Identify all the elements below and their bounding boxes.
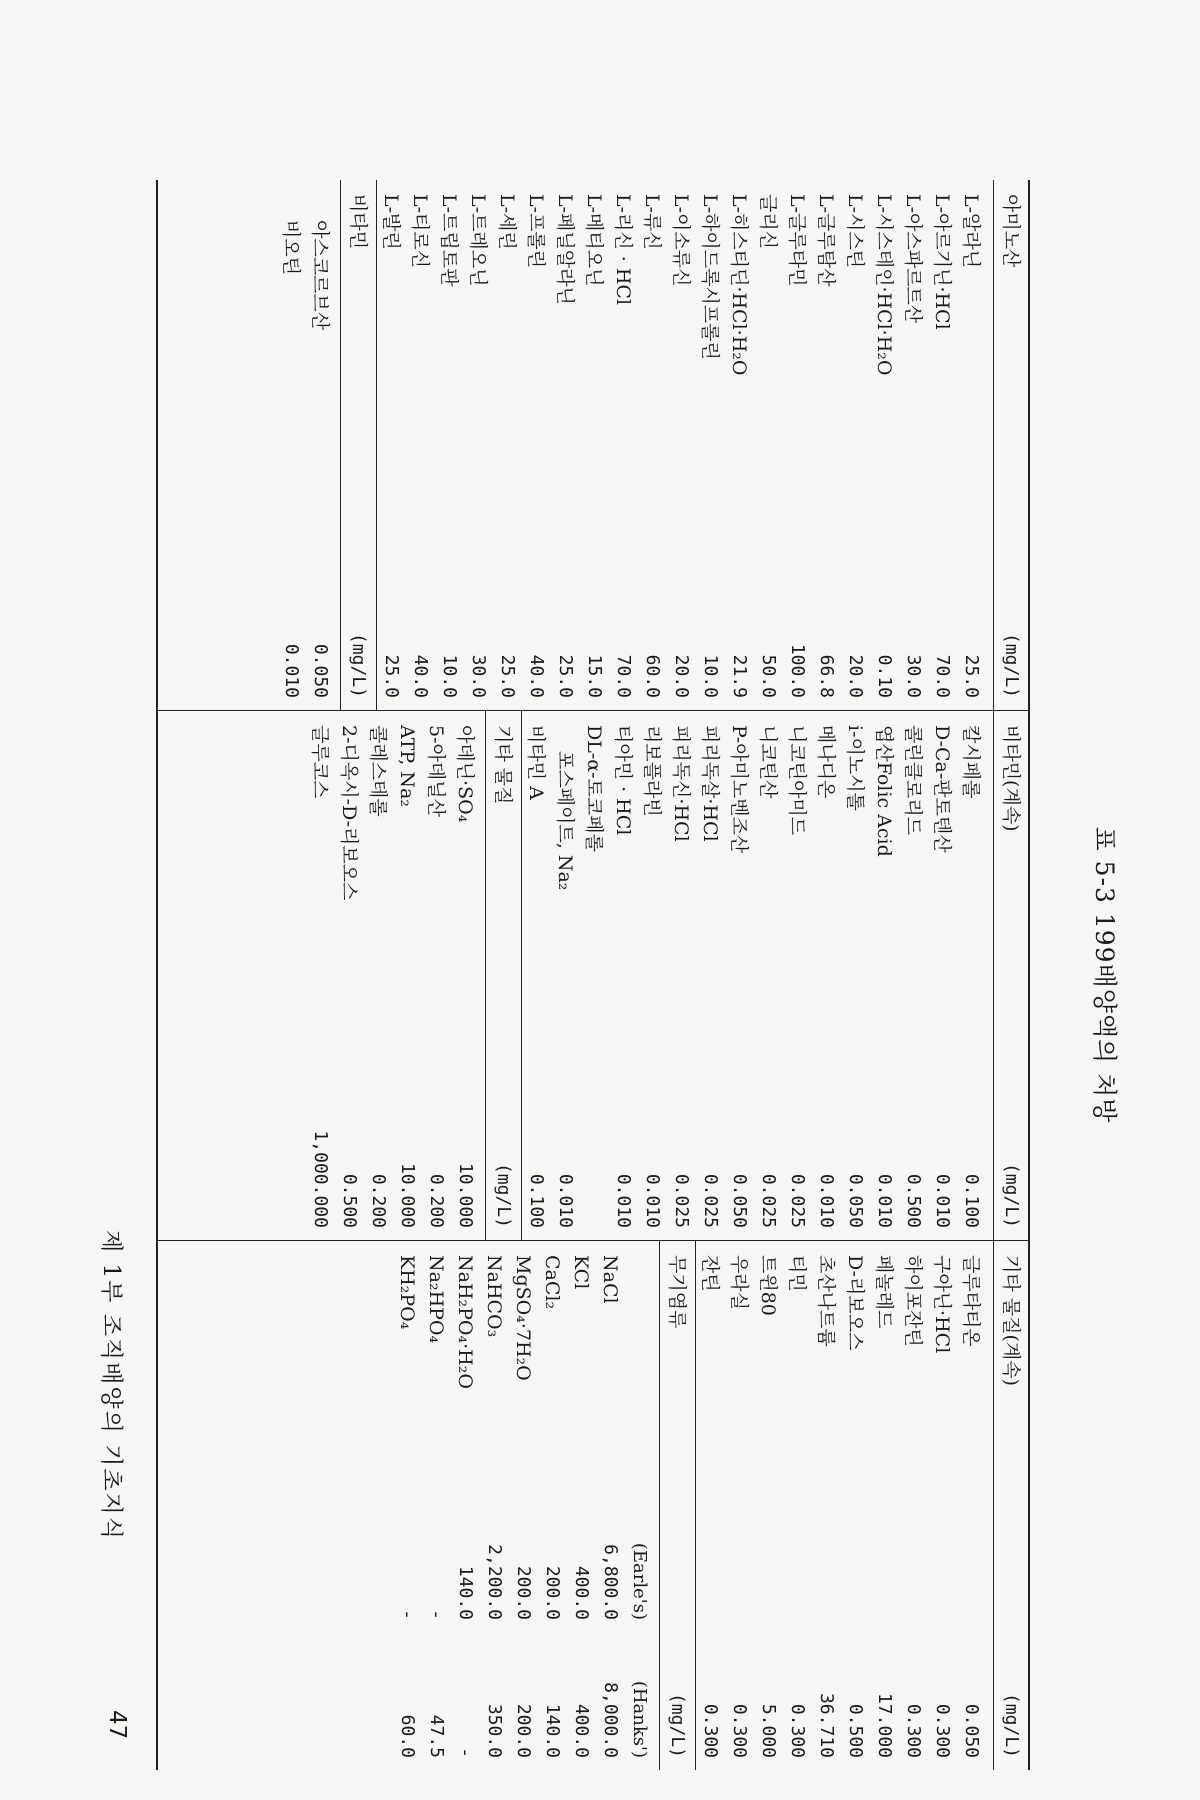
amount-value: 0.300 — [729, 1703, 750, 1758]
other-header-label: 기타 물질 — [492, 725, 514, 805]
table-row — [925, 1241, 959, 1770]
substance-name: L-티로신 — [409, 194, 431, 269]
table-row — [332, 711, 366, 1240]
table-row — [809, 1241, 843, 1770]
other-cont-header — [993, 1241, 1028, 1770]
hanks-value: 47.5 — [426, 1714, 447, 1758]
substance-name: 아스코르브산 — [309, 220, 331, 331]
table-row — [606, 180, 640, 710]
substance-name: 아데닌·SO₄ — [454, 725, 476, 823]
table-row — [925, 711, 959, 1240]
substance-name: L-글루탐산 — [815, 194, 837, 287]
substance-name: 트윈80 — [757, 1255, 779, 1316]
amount-value: 0.010 — [932, 1173, 953, 1228]
substance-name: 글루코스 — [309, 725, 331, 799]
amount-value: 40.0 — [526, 654, 547, 698]
vitamin-cont-header-unit: (mg/L) — [1001, 1162, 1022, 1228]
substance-name: MgSO₄·7H₂O — [512, 1255, 534, 1381]
amount-value: 0.500 — [903, 1173, 924, 1228]
other-header-unit: (mg/L) — [493, 1162, 514, 1228]
amount-value: 20.0 — [671, 654, 692, 698]
amount-value: 36.710 — [816, 1692, 837, 1758]
table-row — [303, 711, 337, 1240]
amount-value: 0.050 — [310, 643, 331, 698]
table-row — [838, 1241, 872, 1770]
substance-name: L-알라닌 — [960, 194, 982, 269]
substance-name: CaCl₂ — [541, 1255, 563, 1310]
hanks-value: 60.0 — [397, 1714, 418, 1758]
amount-value: 0.500 — [339, 1173, 360, 1228]
section-divider — [695, 1241, 696, 1770]
substance-name: L-히스티딘·HCl·H₂O — [728, 194, 750, 376]
table-row — [548, 180, 582, 710]
table-row — [664, 180, 698, 710]
other-cont-header-unit: (mg/L) — [1001, 1692, 1022, 1758]
amount-value: 0.500 — [845, 1703, 866, 1758]
table-row — [477, 1241, 511, 1770]
substance-name: 티아민 · HCl — [612, 725, 634, 836]
substance-name: L-메티오닌 — [583, 194, 605, 287]
amount-value: 10.0 — [439, 654, 460, 698]
amino-acid-column — [158, 180, 1028, 710]
substance-name: L-세린 — [496, 194, 518, 250]
table-row — [535, 1241, 569, 1770]
table-row — [519, 711, 553, 1240]
substance-name: L-류신 — [641, 194, 663, 250]
inorganic-header-unit: (mg/L) — [667, 1692, 688, 1758]
amount-value: 50.0 — [758, 654, 779, 698]
amount-value: 20.0 — [845, 654, 866, 698]
table-row — [954, 711, 988, 1240]
amount-value: 70.0 — [613, 654, 634, 698]
earle-value: - — [426, 1609, 447, 1620]
substance-name: D-Ca-판토텐산 — [931, 725, 953, 853]
table-row — [693, 180, 727, 710]
table-row — [722, 180, 756, 710]
amount-value: 0.050 — [845, 1173, 866, 1228]
hanks-value: - — [455, 1747, 476, 1758]
amount-value: 0.010 — [874, 1173, 895, 1228]
table-row — [867, 1241, 901, 1770]
table-row — [577, 711, 611, 1240]
amount-value: 10.000 — [455, 1162, 476, 1228]
table-row — [361, 711, 395, 1240]
table-row — [838, 711, 872, 1240]
substance-name: 잔틴 — [699, 1255, 721, 1292]
substance-name: 피리독살·HCl — [699, 725, 721, 842]
amount-value: 25.0 — [381, 654, 402, 698]
table-row — [490, 180, 524, 710]
earle-value: 2,200.0 — [484, 1544, 505, 1620]
table-row — [390, 1241, 424, 1770]
earle-value: 400.0 — [571, 1565, 592, 1620]
table-row — [925, 180, 959, 710]
amount-value: 30.0 — [468, 654, 489, 698]
amount-value: 25.0 — [555, 654, 576, 698]
substance-name: KH₂PO₄ — [396, 1255, 418, 1330]
table-row — [809, 711, 843, 1240]
substance-name: L-이소류신 — [670, 194, 692, 287]
substance-name: L-하이드록시프롤린 — [699, 194, 721, 360]
amount-value: 100.0 — [787, 643, 808, 698]
table-row — [954, 180, 988, 710]
amount-value: 0.025 — [787, 1173, 808, 1228]
formula-table — [156, 180, 1030, 1770]
substance-name: 글리신 — [757, 194, 779, 250]
table-row — [274, 180, 308, 710]
amount-value: 60.0 — [642, 654, 663, 698]
substance-name: NaH₂PO₄·H₂O — [454, 1255, 476, 1389]
rotated-page — [60, 150, 1140, 1800]
amount-value: 17.000 — [874, 1692, 895, 1758]
substance-name: Na₂HPO₄ — [425, 1255, 447, 1344]
table-row — [303, 180, 337, 710]
table-row — [693, 711, 727, 1240]
amount-value: 10.000 — [397, 1162, 418, 1228]
substance-name: DL-α-토코페롤 — [583, 725, 605, 852]
table-row — [635, 711, 669, 1240]
amount-value: 0.300 — [787, 1703, 808, 1758]
substance-name: L-글루타민 — [786, 194, 808, 287]
section-divider — [376, 180, 377, 710]
substance-name: L-아르기닌·HCl — [931, 194, 953, 330]
substance-name: D-리보오스 — [844, 1255, 866, 1351]
substance-name: 글루타티온 — [960, 1255, 982, 1347]
amount-value: 0.025 — [758, 1173, 779, 1228]
table-row — [606, 711, 640, 1240]
hanks-value: 350.0 — [484, 1703, 505, 1758]
table-row — [390, 711, 424, 1240]
amount-value: 25.0 — [497, 654, 518, 698]
amount-value: 1,000.000 — [310, 1130, 331, 1228]
table-row — [448, 711, 482, 1240]
footer-text: 제 1부 조직배양의 기초지식 — [98, 1230, 124, 1541]
amount-value: 0.200 — [368, 1173, 389, 1228]
amount-value: 0.050 — [729, 1173, 750, 1228]
table-row — [809, 180, 843, 710]
table-row — [838, 180, 872, 710]
earle-value: 200.0 — [513, 1565, 534, 1620]
other-section-header — [486, 711, 520, 1240]
substance-name: 니코틴아미드 — [786, 725, 808, 836]
table-row — [577, 180, 611, 710]
substance-name: 피리독신·HCl — [670, 725, 692, 842]
amount-value: 0.300 — [903, 1703, 924, 1758]
substance-name: 2-디옥시-D-리보오스 — [338, 725, 360, 901]
table-row — [432, 180, 466, 710]
table-row — [780, 180, 814, 710]
earle-value: 200.0 — [542, 1565, 563, 1620]
substance-name: L-트레오닌 — [467, 194, 489, 287]
substance-name: ATP, Na₂ — [396, 725, 418, 807]
table-row — [867, 180, 901, 710]
amount-value: 0.010 — [613, 1173, 634, 1228]
other-cont-header-label: 기타 물질(계속) — [1000, 1255, 1022, 1386]
table-row — [419, 1241, 453, 1770]
substance-name: 니코틴산 — [757, 725, 779, 799]
table-row — [448, 1241, 482, 1770]
table-row — [867, 711, 901, 1240]
earle-value: 6,800.0 — [600, 1544, 621, 1620]
substance-name: 티민 — [786, 1255, 808, 1292]
amount-value: 0.010 — [816, 1173, 837, 1228]
substance-name: 콜레스테롤 — [367, 725, 389, 817]
inorganic-section-header — [660, 1241, 694, 1770]
substance-name: 초산나트륨 — [815, 1255, 837, 1347]
table-row — [548, 711, 582, 1240]
substance-name: 페놀레드 — [873, 1255, 895, 1329]
table-row — [506, 1241, 540, 1770]
amount-value: 0.010 — [281, 643, 302, 698]
vitamin-column — [158, 710, 1028, 1240]
hanks-value: 400.0 — [571, 1703, 592, 1758]
table-row — [780, 711, 814, 1240]
vitamin-header-unit: (mg/L) — [348, 632, 369, 698]
amount-value: 0.010 — [555, 1173, 576, 1228]
substance-name: i-이노시톨 — [844, 725, 866, 811]
amount-value: 0.025 — [671, 1173, 692, 1228]
hanks-value: 140.0 — [542, 1703, 563, 1758]
substance-name: NaHCO₃ — [483, 1255, 505, 1338]
amount-value: 21.9 — [729, 654, 750, 698]
amount-value: 10.0 — [700, 654, 721, 698]
amount-value: 0.10 — [874, 654, 895, 698]
table-row — [896, 180, 930, 710]
substance-name: NaCl — [599, 1255, 621, 1304]
substance-name: 엽산Folic Acid — [873, 725, 895, 857]
substance-name: L-트립토판 — [438, 194, 460, 287]
table-caption: 표 5-3 199배양액의 처방 — [1090, 826, 1119, 1124]
amount-value: 66.8 — [816, 654, 837, 698]
substance-name: L-프롤린 — [525, 194, 547, 269]
hanks-subheader: (Hanks') — [629, 1680, 650, 1758]
substance-name: L-발린 — [380, 194, 402, 250]
page-number: 47 — [104, 1710, 130, 1740]
table-row — [780, 1241, 814, 1770]
amount-value: 0.050 — [961, 1703, 982, 1758]
section-divider — [521, 711, 522, 1240]
substance-name: P-아미노벤조산 — [728, 725, 750, 854]
table-row — [722, 711, 756, 1240]
table-row — [896, 711, 930, 1240]
table-row — [593, 1241, 627, 1770]
hanks-value: 8,000.0 — [600, 1682, 621, 1758]
substance-name: 콜린클로리드 — [902, 725, 924, 836]
substance-name: L-페닐알라닌 — [554, 194, 576, 305]
amount-value: 40.0 — [410, 654, 431, 698]
amino-header-label: 아미노산 — [1000, 194, 1022, 268]
table-row — [461, 180, 495, 710]
amount-value: 0.300 — [700, 1703, 721, 1758]
table-row — [954, 1241, 988, 1770]
amount-value: 0.200 — [426, 1173, 447, 1228]
substance-name: 구아닌·HCl — [931, 1255, 953, 1354]
section-divider — [659, 1241, 660, 1770]
other-column — [158, 1240, 1028, 1770]
substance-name: KCl — [570, 1255, 592, 1290]
substance-name: 비타민 A — [525, 725, 547, 800]
amount-value: 0.010 — [642, 1173, 663, 1228]
amount-value: 5.000 — [758, 1703, 779, 1758]
earle-value: - — [397, 1609, 418, 1620]
vitamin-cont-header — [993, 711, 1028, 1240]
amount-value: 15.0 — [584, 654, 605, 698]
substance-name: L-시스틴 — [844, 194, 866, 269]
section-divider — [485, 711, 486, 1240]
vitamin-section-header — [341, 180, 375, 710]
amount-value: 0.100 — [526, 1173, 547, 1228]
table-row — [635, 180, 669, 710]
table-row — [896, 1241, 930, 1770]
amino-header — [993, 180, 1028, 710]
amount-value: 30.0 — [903, 654, 924, 698]
table-row — [564, 1241, 598, 1770]
inorganic-header-label: 무기염류 — [666, 1255, 688, 1329]
substance-name: 하이포잔틴 — [902, 1255, 924, 1347]
substance-name: 비오틴 — [280, 220, 302, 276]
substance-name: 메나디온 — [815, 725, 837, 799]
table-row — [419, 711, 453, 1240]
amount-value: 0.025 — [700, 1173, 721, 1228]
amount-value: 70.0 — [932, 654, 953, 698]
substance-name: 리보플라빈 — [641, 725, 663, 817]
substance-name: L-시스테인·HCl·H₂O — [873, 194, 895, 376]
substance-name: 5-아데닐산 — [425, 725, 447, 817]
substance-name: 우라실 — [728, 1255, 750, 1311]
section-divider — [340, 180, 341, 710]
substance-name: L-리신 · HCl — [612, 194, 634, 306]
amount-value: 25.0 — [961, 654, 982, 698]
earle-subheader: (Earle's) — [629, 1542, 650, 1620]
substance-name: L-아스파르트산 — [902, 194, 924, 324]
amino-header-unit: (mg/L) — [1001, 632, 1022, 698]
amount-value: 0.300 — [932, 1703, 953, 1758]
substance-name: 칼시페롤 — [960, 725, 982, 799]
amount-value: 0.100 — [961, 1173, 982, 1228]
table-row — [722, 1241, 756, 1770]
table-row — [693, 1241, 727, 1770]
earle-value: 140.0 — [455, 1565, 476, 1620]
substance-name: 포스페이트, Na₂ — [554, 751, 576, 891]
table-row — [664, 711, 698, 1240]
table-row — [751, 1241, 785, 1770]
table-row — [403, 180, 437, 710]
hanks-value: 200.0 — [513, 1703, 534, 1758]
inorganic-subheader — [622, 1241, 656, 1770]
vitamin-header-label: 비타민 — [347, 194, 369, 250]
table-row — [374, 180, 408, 710]
table-row — [519, 180, 553, 710]
table-row — [751, 180, 785, 710]
vitamin-cont-header-label: 비타민(계속) — [1000, 725, 1022, 832]
table-row — [751, 711, 785, 1240]
